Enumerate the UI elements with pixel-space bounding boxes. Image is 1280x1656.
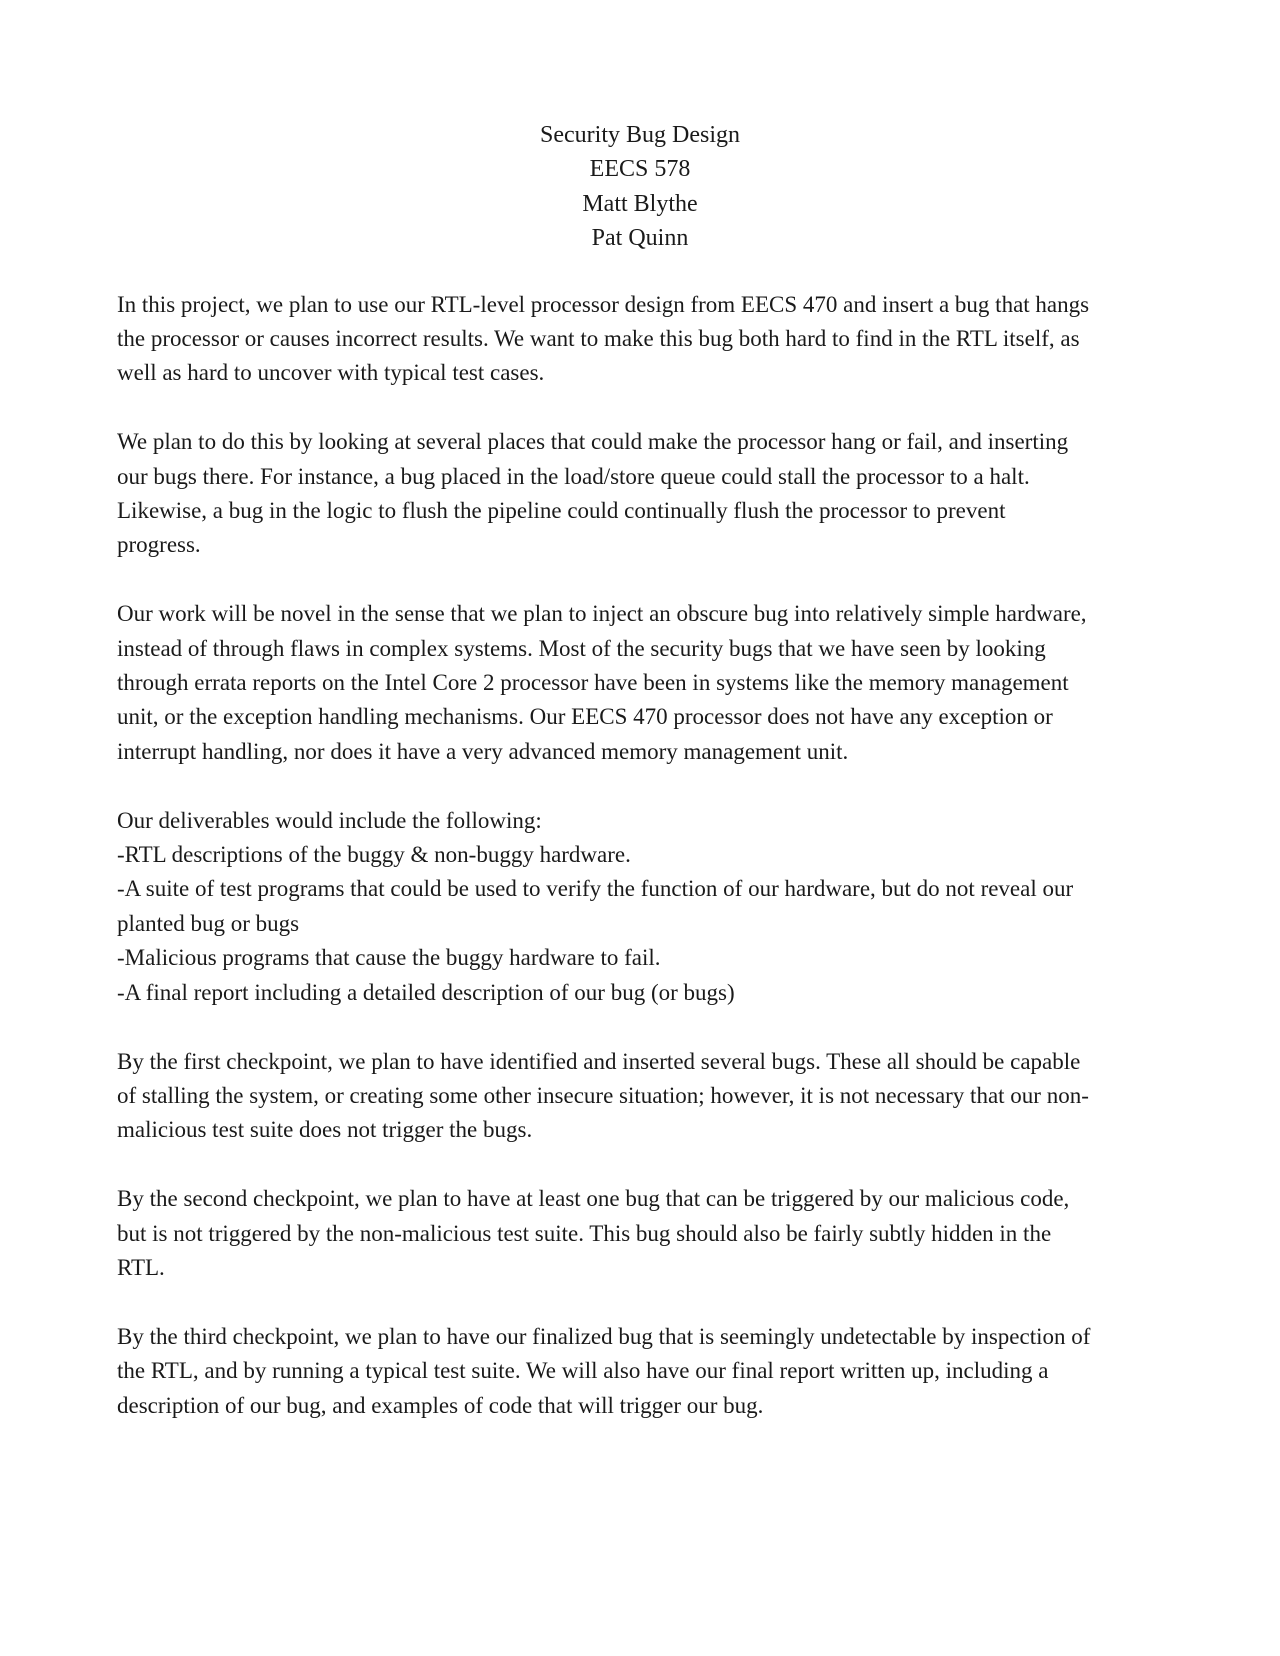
- paragraph-checkpoint-3: [117, 1320, 1163, 1423]
- text-line: By the third checkpoint, we plan to have our finalized bug that is seemingly undetectable by inspection of: [117, 1323, 1091, 1349]
- text-line: Our work will be novel in the sense that we plan to inject an obscure bug into relatively simple hardware,: [117, 601, 1087, 627]
- text-line: RTL.: [117, 1254, 165, 1280]
- text-line: We plan to do this by looking at several places that could make the processor hang or fail, and inserting: [117, 429, 1069, 455]
- list-item-continuation: planted bug or bugs: [117, 910, 300, 936]
- paragraph-checkpoint-2: [117, 1182, 1163, 1285]
- text-line: progress.: [117, 532, 201, 558]
- text-line: unit, or the exception handling mechanisms. Our EECS 470 processor does not have any exception or: [117, 704, 1053, 730]
- paragraph-introduction: [117, 288, 1163, 391]
- paragraph-approach: [117, 425, 1163, 563]
- paragraph-novelty: [117, 597, 1163, 769]
- text-line: By the second checkpoint, we plan to have at least one bug that can be triggered by our malicious code,: [117, 1186, 1070, 1212]
- text-line: but is not triggered by the non-malicious test suite. This bug should also be fairly subtly hidden in the: [117, 1220, 1052, 1246]
- document-title: Security Bug Design: [540, 122, 740, 148]
- title-block: [117, 118, 1163, 256]
- list-intro: Our deliverables would include the following:: [117, 807, 542, 833]
- text-line: instead of through flaws in complex systems. Most of the security bugs that we have seen by looking: [117, 635, 1046, 661]
- paragraph-deliverables: [117, 804, 1163, 1010]
- text-line: interrupt handling, nor does it have a very advanced memory management unit.: [117, 738, 849, 764]
- text-line: through errata reports on the Intel Core 2 processor have been in systems like the memory management: [117, 670, 1069, 696]
- text-line: of stalling the system, or creating some other insecure situation; however, it is not necessary that our non-: [117, 1082, 1089, 1108]
- list-item: -A suite of test programs that could be used to verify the function of our hardware, but do not reveal our: [117, 876, 1074, 902]
- text-line: the processor or causes incorrect results. We want to make this bug both hard to find in the RTL itself, as: [117, 326, 1080, 352]
- text-line: In this project, we plan to use our RTL-level processor design from EECS 470 and insert a bug that hangs: [117, 291, 1090, 317]
- document-page: [117, 118, 1163, 1457]
- text-line: Likewise, a bug in the logic to flush the pipeline could continually flush the processor to prevent: [117, 498, 1006, 524]
- text-line: well as hard to uncover with typical test cases.: [117, 360, 545, 386]
- text-line: the RTL, and by running a typical test suite. We will also have our final report written up, including a: [117, 1358, 1049, 1384]
- course-number: EECS 578: [589, 156, 691, 183]
- list-item: -RTL descriptions of the buggy & non-buggy hardware.: [117, 842, 631, 868]
- author-name: Matt Blythe: [582, 190, 698, 217]
- text-line: malicious test suite does not trigger the bugs.: [117, 1117, 533, 1143]
- list-item: -Malicious programs that cause the buggy hardware to fail.: [117, 945, 661, 971]
- text-line: our bugs there. For instance, a bug placed in the load/store queue could stall the processor to a halt.: [117, 463, 1030, 489]
- author-name: Pat Quinn: [591, 225, 689, 252]
- text-line: description of our bug, and examples of code that will trigger our bug.: [117, 1392, 764, 1418]
- list-item: -A final report including a detailed description of our bug (or bugs): [117, 979, 735, 1005]
- text-line: By the first checkpoint, we plan to have identified and inserted several bugs. These all should be capable: [117, 1048, 1081, 1074]
- paragraph-checkpoint-1: [117, 1045, 1163, 1148]
